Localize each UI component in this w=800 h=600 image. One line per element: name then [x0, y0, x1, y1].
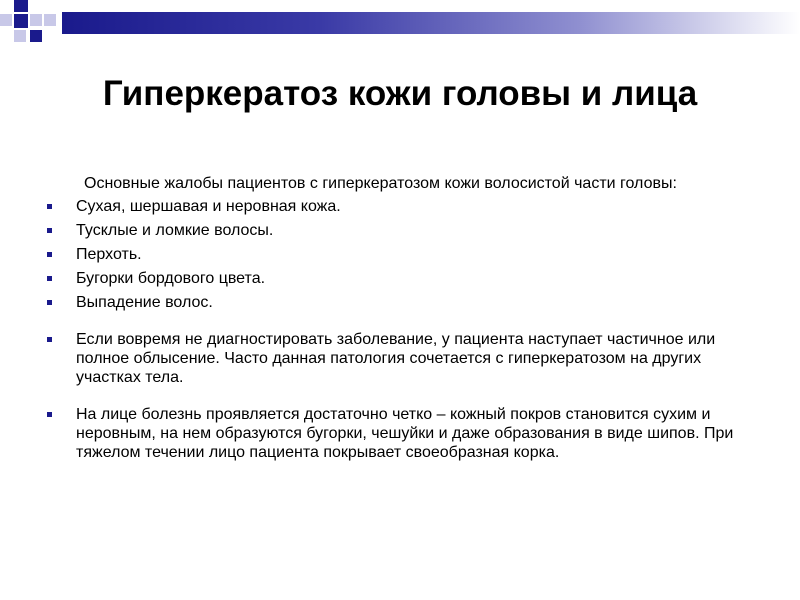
symptom-text: Тусклые и ломкие волосы.: [76, 222, 274, 239]
corner-square-decoration: [30, 30, 42, 42]
paragraph-text: Если вовремя не диагностировать заболевание, у пациента наступает частичное или полное облысение. Часто данная патология сочетается с гиперкератозом на других участках тела.: [76, 331, 716, 386]
symptom-text: Выпадение волос.: [76, 294, 213, 311]
paragraph-text: На лице болезнь проявляется достаточно четко – кожный покров становится сухим и неровным, на нем образуются бугорки, чешуйки и даже образования в виде шипов. При тяжелом течении лицо пациента покрывает своеобразная корка.: [76, 406, 734, 461]
square-bullet-icon: [47, 300, 52, 305]
square-bullet-icon: [47, 412, 52, 417]
corner-square-decoration: [30, 14, 42, 26]
slide-content: [46, 174, 746, 465]
list-item: [46, 245, 746, 264]
slide-title: Гиперкератоз кожи головы и лица: [102, 74, 698, 114]
corner-square-decoration: [14, 0, 28, 12]
corner-square-decoration: [14, 30, 26, 42]
intro-text: Основные жалобы пациентов с гиперкератозом кожи волосистой части головы:: [84, 175, 677, 192]
square-bullet-icon: [47, 337, 52, 342]
symptom-text: Бугорки бордового цвета.: [76, 270, 266, 287]
square-bullet-icon: [47, 204, 52, 209]
square-bullet-icon: [47, 276, 52, 281]
symptom-text: Перхоть.: [76, 246, 142, 263]
list-item: [46, 221, 746, 240]
list-item: [46, 330, 746, 387]
list-item: [46, 405, 746, 462]
corner-square-decoration: [0, 14, 12, 26]
square-bullet-icon: [47, 252, 52, 257]
header-band: [62, 12, 800, 34]
corner-square-decoration: [44, 14, 56, 26]
symptom-list: [46, 197, 746, 462]
symptom-text: Сухая, шершавая и неровная кожа.: [76, 198, 341, 215]
list-item: [46, 269, 746, 288]
list-item: [46, 197, 746, 216]
corner-square-decoration: [14, 14, 28, 28]
square-bullet-icon: [47, 228, 52, 233]
list-item: [46, 293, 746, 312]
